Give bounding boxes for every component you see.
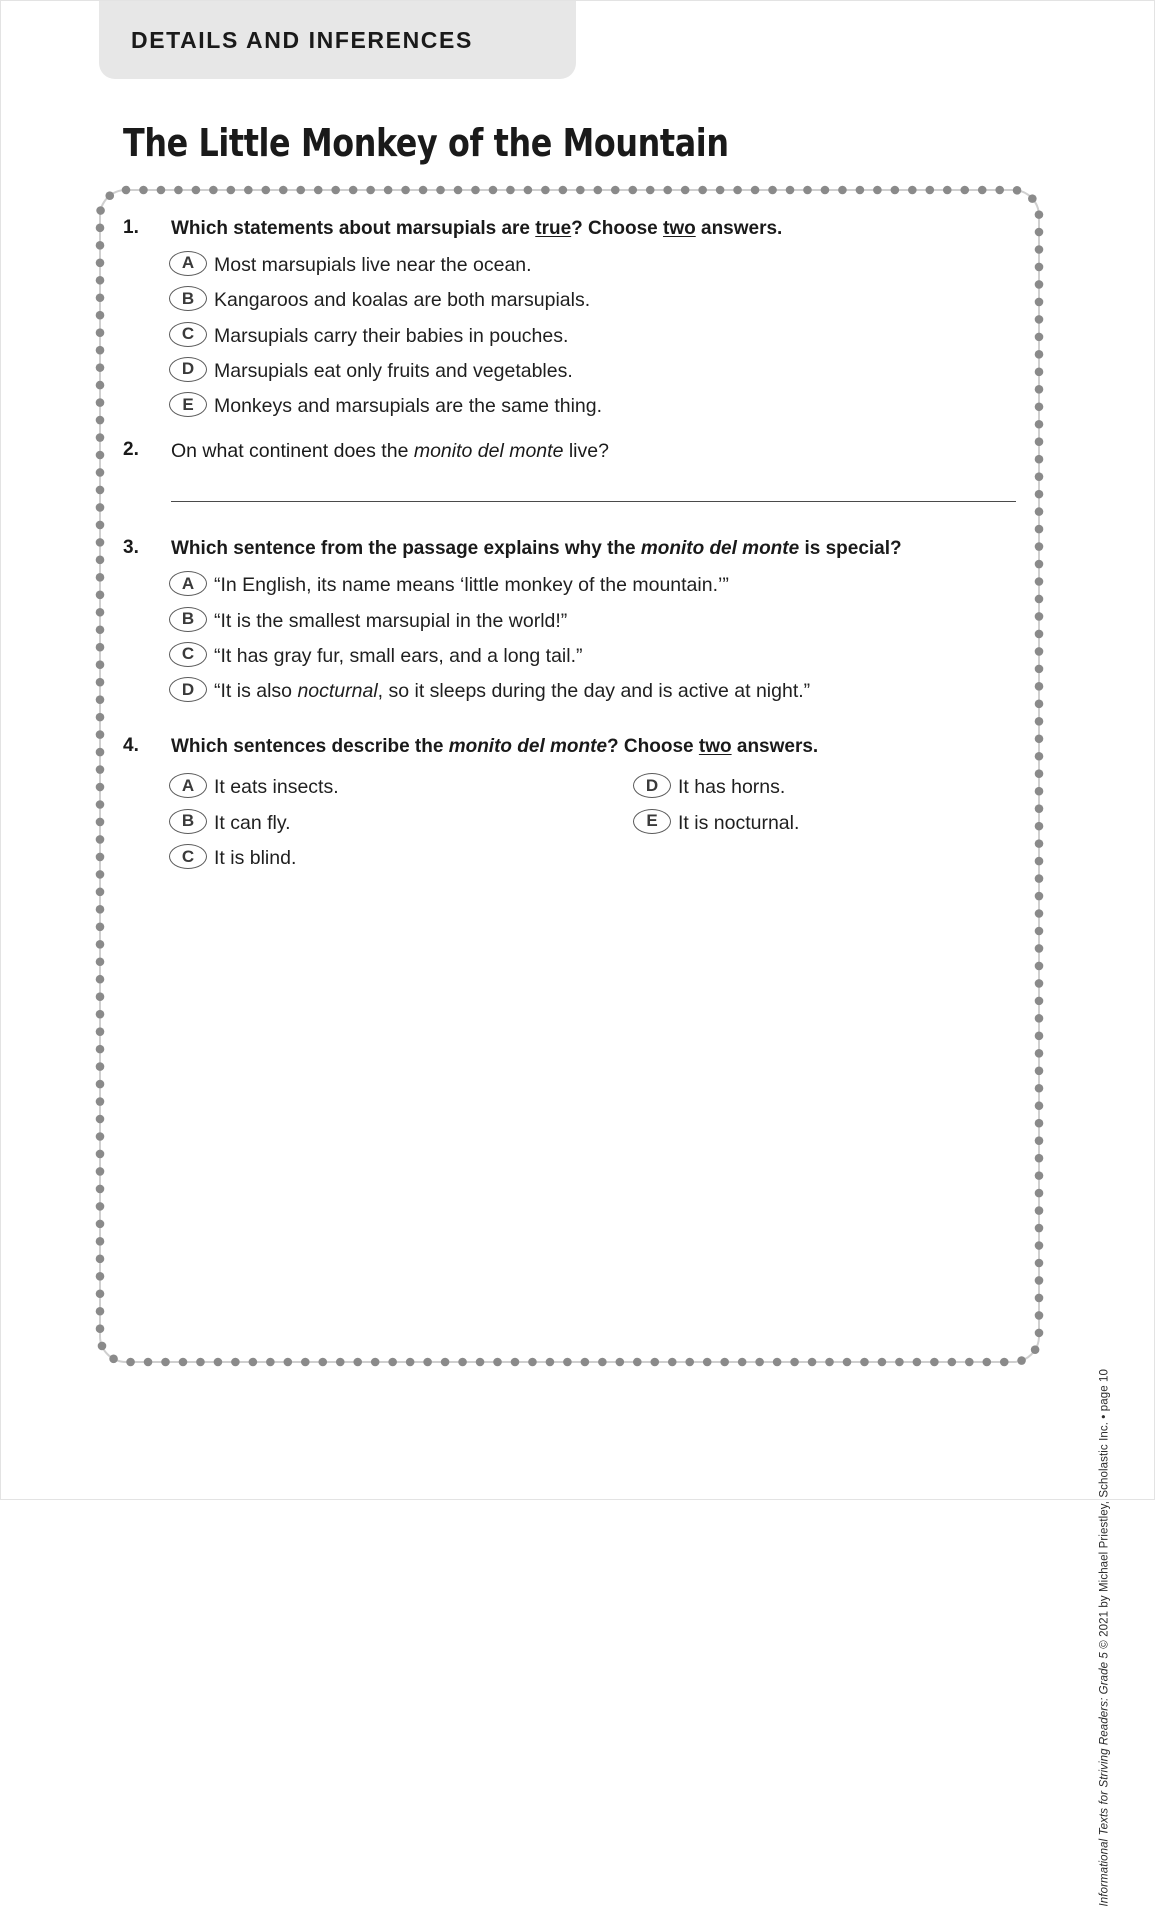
- choice-bubble-d[interactable]: D: [633, 773, 671, 798]
- choice-4d-text: It has horns.: [678, 776, 786, 799]
- choice-3d-text-after: , so it sleeps during the day and is active at night.”: [377, 680, 811, 703]
- credit-rest: © 2021 by Michael Priestley, Scholastic Inc. • page 10: [1098, 1369, 1110, 1653]
- choice-4b[interactable]: [169, 807, 629, 836]
- q3-stem-part-1: Which sentence from the passage explains why the: [171, 538, 641, 560]
- choice-bubble-c[interactable]: C: [169, 844, 207, 869]
- choice-4e[interactable]: [633, 807, 1053, 836]
- credit-title: Informational Texts for Striving Readers: Grade 5: [1098, 1652, 1110, 1906]
- choice-1e-text: Monkeys and marsupials are the same thing.: [214, 395, 603, 418]
- choice-bubble-e[interactable]: E: [169, 392, 207, 417]
- section-banner-label: DETAILS AND INFERENCES: [131, 27, 473, 53]
- question-4-choices-left-column: [169, 771, 629, 877]
- choice-1a[interactable]: [169, 249, 1053, 278]
- q4-stem-part-5: answers.: [731, 736, 819, 758]
- choice-bubble-b[interactable]: B: [169, 607, 207, 632]
- question-4-choices-right-column: [633, 771, 1053, 842]
- q3-stem-part-3: is special?: [799, 538, 902, 560]
- choice-3c-text: “It has gray fur, small ears, and a long tail.”: [214, 644, 583, 667]
- choice-4e-text: It is nocturnal.: [678, 811, 800, 834]
- question-1-stem: [171, 216, 782, 243]
- choice-bubble-b[interactable]: B: [169, 809, 207, 834]
- choice-bubble-e[interactable]: E: [633, 809, 671, 834]
- choice-4a-text: It eats insects.: [214, 776, 339, 799]
- q1-stem-underline-true: true: [535, 218, 572, 239]
- section-banner: [99, 1, 576, 79]
- choice-3d-text-before: “It is also: [214, 680, 298, 703]
- q4-stem-part-3: ? Choose: [607, 736, 699, 758]
- question-2-stem: [171, 438, 609, 466]
- q4-stem-underline-two: two: [698, 736, 732, 758]
- choice-bubble-a[interactable]: A: [169, 251, 207, 276]
- choice-3d-text: [214, 675, 810, 704]
- q4-stem-italic: monito del monte: [448, 736, 608, 758]
- choice-3d[interactable]: [169, 675, 1053, 704]
- choice-3c[interactable]: [169, 640, 1053, 669]
- worksheet-questions: [123, 216, 1053, 901]
- q1-stem-part-5: answers.: [695, 218, 783, 239]
- choice-1c[interactable]: [169, 320, 1053, 349]
- choice-1e[interactable]: [169, 390, 1053, 419]
- question-4-choices: [169, 771, 1053, 901]
- question-3-number: 3.: [123, 537, 139, 559]
- q2-stem-part-3: live?: [563, 439, 609, 462]
- choice-3d-italic: nocturnal: [297, 680, 378, 703]
- choice-1d[interactable]: [169, 355, 1053, 384]
- choice-1a-text: Most marsupials live near the ocean.: [214, 253, 532, 276]
- choice-bubble-a[interactable]: A: [169, 571, 207, 596]
- q2-stem-part-1: On what continent does the: [171, 439, 414, 462]
- question-3-choices: [169, 569, 1053, 704]
- question-2: [123, 438, 1053, 503]
- question-2-answer-line[interactable]: [171, 501, 1016, 502]
- choice-4c[interactable]: [169, 842, 629, 871]
- question-3: [123, 536, 1053, 704]
- page-title: The Little Monkey of the Mountain: [123, 121, 729, 165]
- choice-1c-text: Marsupials carry their babies in pouches.: [214, 324, 569, 347]
- choice-4b-text: It can fly.: [214, 811, 291, 834]
- q4-stem-part-1: Which sentences describe the: [171, 736, 449, 758]
- question-1-choices: [169, 249, 1053, 420]
- choice-bubble-d[interactable]: D: [169, 677, 207, 702]
- q3-stem-italic: monito del monte: [640, 538, 800, 560]
- choice-4a[interactable]: [169, 771, 629, 800]
- choice-3b[interactable]: [169, 605, 1053, 634]
- question-3-stem: [171, 536, 902, 563]
- q2-stem-italic: monito del monte: [413, 439, 564, 462]
- q1-stem-part-3: ? Choose: [571, 218, 664, 239]
- choice-1b[interactable]: [169, 284, 1053, 313]
- choice-bubble-c[interactable]: C: [169, 642, 207, 667]
- question-4: [123, 734, 1053, 901]
- question-4-number: 4.: [123, 735, 139, 757]
- q1-stem-part-1: Which statements about marsupials are: [171, 218, 536, 239]
- choice-4c-text: It is blind.: [214, 847, 297, 870]
- choice-1b-text: Kangaroos and koalas are both marsupials.: [214, 289, 591, 312]
- question-1-number: 1.: [123, 217, 139, 238]
- choice-4d[interactable]: [633, 771, 1053, 800]
- copyright-credit: [1098, 1369, 1110, 1906]
- question-4-stem: [171, 734, 818, 761]
- choice-bubble-a[interactable]: A: [169, 773, 207, 798]
- choice-3b-text: “It is the smallest marsupial in the world!”: [214, 609, 568, 632]
- choice-bubble-c[interactable]: C: [169, 322, 207, 347]
- question-2-number: 2.: [123, 438, 139, 460]
- choice-1d-text: Marsupials eat only fruits and vegetables.: [214, 359, 573, 382]
- choice-bubble-d[interactable]: D: [169, 357, 207, 382]
- q1-stem-underline-two: two: [663, 218, 696, 239]
- choice-3a[interactable]: [169, 569, 1053, 598]
- question-1: [123, 216, 1053, 420]
- choice-3a-text: “In English, its name means ‘little monkey of the mountain.’”: [214, 574, 729, 597]
- choice-bubble-b[interactable]: B: [169, 286, 207, 311]
